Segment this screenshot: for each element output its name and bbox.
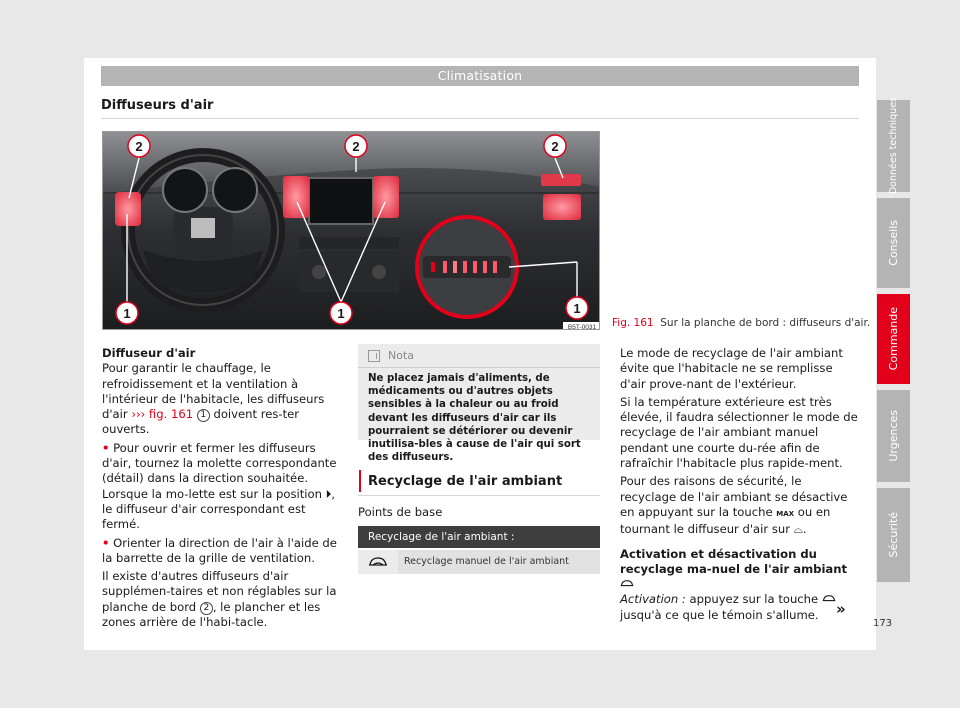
continue-marker: » [836,600,846,618]
callout-2-center: 2 [352,139,360,154]
max-defrost-icon: MAX [776,509,795,518]
recycle-table [358,526,600,574]
bullet-open-close: • Pour ouvrir et fermer les diffuseurs d'air, tournez la molette correspondante (détail) dans la direction souhaitée. Lorsque la mo-lette est sur la position ⏵, le diffuseur d'air correspondant est fermé. [102,440,337,532]
tab-urgences[interactable]: Urgences [877,390,910,482]
diffuser-heading: Diffuseur d'air [102,346,196,360]
bullet-orient: • Orienter la direction de l'air à l'aide de la barrette de la grille de ventilation. [102,535,337,565]
nota-text: Ne placez jamais d'aliments, de médicaments ou d'autres objets sensibles à la chaleur ou au froid devant les diffuseurs d'air car ils pourraient se détériorer ou devenir inutilisa-bles à cause de l'air qui sort des diffuseurs. [368,373,581,464]
figure-caption [612,317,870,329]
figure-number: Fig. 161 [612,317,654,329]
figure-code: B5T-0031 [567,324,597,330]
callout-1-right: 1 [573,301,581,316]
tab-donnees-techniques[interactable]: Données techniques [877,100,910,192]
recycle-title: Recyclage de l'air ambiant [368,474,563,489]
figure-caption-text: Sur la planche de bord : diffuseurs d'air. [660,317,871,329]
chapter-header: Climatisation [101,66,859,86]
page-number: 173 [873,618,893,629]
diffuser-paragraph-2: Il existe d'autres diffuseurs d'air supplémen-taires et non réglables sur la planche de bord 2 , le plancher et les zones arrière de l'habi-tacle. [102,569,337,630]
column-left [102,346,342,633]
recycle-paragraph-2: Si la température extérieure est très élevée, il faudra sélectionner le mode de recyclage de l'air ambiant manuel pendant une courte du-rée afin de rafraîchir l'habitacle plus rapide-ment. [620,394,858,471]
dashboard-figure [102,131,600,330]
windshield-icon: ⌓ [793,522,803,537]
nota-box [358,344,600,464]
closed-position-icon: ⏵ [325,486,332,501]
nota-label: Nota [388,349,415,362]
table-header: Recyclage de l'air ambiant : [358,526,600,548]
callout-2-right: 2 [551,139,559,154]
column-right [620,346,860,626]
title-rule [101,118,859,119]
recirculation-icon [822,594,836,603]
recirculation-icon [620,579,634,588]
figure-link[interactable]: ››› fig. 161 [131,407,194,422]
section-title: Diffuseurs d'air [101,98,214,113]
section-marker [359,470,361,492]
callout-1-center: 1 [337,306,345,321]
activation-text: Activation : appuyez sur la touche jusqu'à ce que le témoin s'allume. [620,592,860,623]
recycle-paragraph-1: Le mode de recyclage de l'air ambiant évite que l'habitacle ne se remplisse d'air prove-nant de l'extérieur. [620,346,843,391]
activation-heading: Activation et désactivation du recyclage ma-nuel de l'air ambiant [620,547,860,593]
recirculation-icon [358,550,398,574]
points-de-base: Points de base [358,505,443,519]
dashboard-illustration [103,132,600,330]
note-icon [368,350,380,362]
table-cell-text: Recyclage manuel de l'air ambiant [398,550,600,574]
ref-circle-2: 2 [200,602,213,615]
diffuser-paragraph-1: Pour garantir le chauffage, le refroidissement et la ventilation à l'intérieur de l'habitacle, les diffuseurs d'air ››› fig. 161 1 doivent res-ter ouverts. [102,361,325,437]
tab-commande[interactable]: Commande [877,294,910,384]
ref-circle-1: 1 [197,409,210,422]
callout-2-left: 2 [135,139,143,154]
recycle-paragraph-3: Pour des raisons de sécurité, le recyclage de l'air ambiant se désactive en appuyant sur la touche MAX ou en tournant le diffuseur d'air sur ⌓. [620,474,848,537]
table-row [358,550,600,574]
tab-conseils[interactable]: Conseils [877,198,910,288]
callout-1-left: 1 [123,306,131,321]
recycle-rule [358,495,600,496]
tab-securite[interactable]: Sécurité [877,488,910,582]
